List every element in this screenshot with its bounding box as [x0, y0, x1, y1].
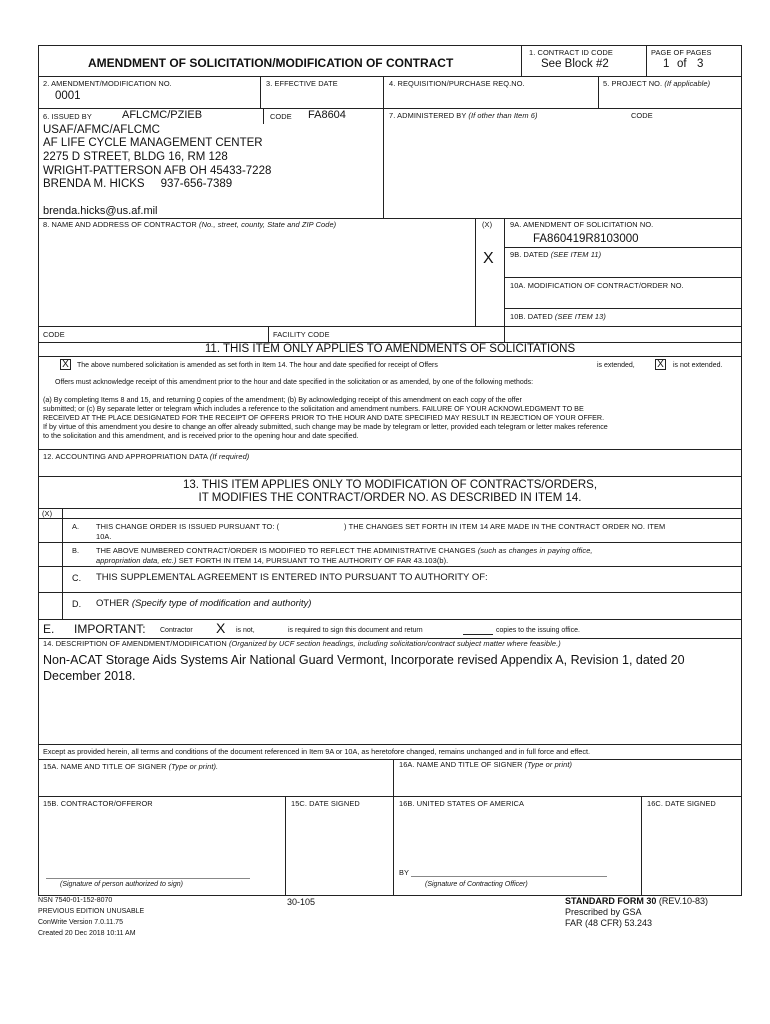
- signer-16a-text: 16A. NAME AND TITLE OF SIGNER: [399, 760, 523, 769]
- contractor-offeror-label: 15B. CONTRACTOR/OFFEROR: [43, 799, 153, 808]
- rule: [38, 796, 742, 797]
- except-clause: Except as provided herein, all terms and conditions of the document referenced in Item 9A or 10A, as heretofore changed, remains unchanged and in full force and effect.: [43, 747, 591, 756]
- rule: [260, 76, 261, 108]
- page-label: PAGE OF PAGES: [651, 48, 712, 57]
- contractor-label: [43, 220, 336, 229]
- item-11-checkbox[interactable]: X: [60, 359, 71, 370]
- admin-code-label: CODE: [631, 111, 653, 120]
- is-not-mark[interactable]: X: [216, 620, 226, 636]
- issuer-email: brenda.hicks@us.af.mil: [43, 205, 158, 217]
- dated-9b-label: [510, 250, 601, 259]
- rule: [38, 566, 742, 567]
- para1-text: (a) By completing Items 8 and 15, and returning: [43, 395, 195, 404]
- signer-15a-label: [43, 762, 218, 771]
- item-13-x-header: (X): [42, 509, 53, 518]
- dated-10b-label: [510, 312, 606, 321]
- date-signed-16c-label: 16C. DATE SIGNED: [647, 799, 716, 808]
- rule: [38, 518, 742, 519]
- dated-9b-note: (SEE ITEM 11): [550, 250, 602, 259]
- officer-signature-caption: (Signature of Contracting Officer): [425, 881, 528, 888]
- para5-text: to the solicitation and this amendment, and is received prior to the opening hour and date specified.: [43, 431, 359, 440]
- by-label: BY: [399, 868, 410, 877]
- issuer-contact: BRENDA M. HICKS 937-656-7389: [43, 178, 233, 190]
- rule: [38, 326, 742, 327]
- option-b-note2: appropriation data, etc.): [96, 556, 177, 565]
- rule: [285, 796, 286, 896]
- description-text: Non-ACAT Storage Aids Systems Air National Guard Vermont, Incorporate revised Appendix A, Revision 1, dated 20 December 2018.: [43, 653, 685, 683]
- amendment-no-value: 0001: [55, 90, 81, 102]
- rule: [646, 45, 647, 76]
- item-11-paragraph: [43, 395, 741, 440]
- rule: [38, 76, 742, 77]
- signer-16a-label: [399, 760, 572, 769]
- is-not-label: is not,: [236, 627, 255, 634]
- para1b-text: copies of the amendment; (b) By acknowledging receipt of this amendment on each copy of the offer: [202, 395, 522, 404]
- accounting-label-text: 12. ACCOUNTING AND APPROPRIATION DATA: [43, 452, 208, 461]
- previous-edition: PREVIOUS EDITION UNUSABLE: [38, 908, 145, 915]
- copies-blank: [463, 634, 493, 635]
- rule: [268, 326, 269, 342]
- item-11-line2: Offers must acknowledge receipt of this amendment prior to the hour and date specified in the solicitation or as amended, by one of the following methods:: [55, 379, 534, 386]
- rule: [475, 218, 476, 326]
- united-states-label: 16B. UNITED STATES OF AMERICA: [399, 799, 525, 808]
- option-c-letter: C.: [72, 573, 82, 583]
- important-e-letter: E.: [43, 622, 55, 636]
- far-reference: FAR (48 CFR) 53.243: [565, 918, 653, 928]
- item-11-title: 11. THIS ITEM ONLY APPLIES TO AMENDMENTS OF SOLICITATIONS: [204, 343, 576, 355]
- rule: [38, 759, 742, 760]
- accounting-label: [43, 452, 249, 461]
- date-signed-15c-label: 15C. DATE SIGNED: [291, 799, 360, 808]
- option-b-line2: [96, 556, 448, 565]
- issuer-address-line: AF LIFE CYCLE MANAGEMENT CENTER: [43, 137, 263, 149]
- item-13-title-line2: IT MODIFIES THE CONTRACT/ORDER NO. AS DESCRIBED IN ITEM 14.: [198, 492, 582, 504]
- project-no-label: [603, 79, 710, 88]
- rule: [504, 308, 742, 309]
- issuer-address-line: 2275 D STREET, BLDG 16, RM 128: [43, 151, 228, 163]
- contract-id-value: See Block #2: [541, 58, 609, 70]
- project-no-note: (If applicable): [664, 79, 711, 88]
- description-label-text: 14. DESCRIPTION OF AMENDMENT/MODIFICATION: [43, 639, 227, 648]
- copies-count: 0: [196, 395, 201, 404]
- solicitation-amendment-label: 9A. AMENDMENT OF SOLICITATION NO.: [510, 220, 654, 229]
- option-b-note1: (such as changes in paying office,: [477, 546, 593, 555]
- administered-by-text: 7. ADMINISTERED BY: [389, 111, 467, 120]
- rule: [38, 356, 742, 357]
- contractor-signature-caption: (Signature of person authorized to sign): [60, 881, 183, 888]
- not-extended-label: is not extended.: [673, 362, 723, 369]
- rule: [38, 744, 742, 745]
- effective-date-label: 3. EFFECTIVE DATE: [266, 79, 338, 88]
- solicitation-amendment-value: FA860419R8103000: [533, 233, 639, 245]
- rule: [504, 247, 742, 248]
- signer-15a-note: (Type or print).: [168, 762, 219, 771]
- description-note: (Organized by UCF section headings, including solicitation/contract subject matter where feasible.): [228, 639, 561, 648]
- dated-10b-note: (SEE ITEM 13): [554, 312, 606, 321]
- rule: [38, 619, 742, 620]
- contractor-code-label: CODE: [43, 330, 65, 339]
- issuer-address-line: WRIGHT-PATTERSON AFB OH 45433-7228: [43, 165, 272, 177]
- option-b-text1: THE ABOVE NUMBERED CONTRACT/ORDER IS MODIFIED TO REFLECT THE ADMINISTRATIVE CHANGES: [96, 546, 476, 555]
- x-column-header: (X): [482, 220, 493, 229]
- created-date: Created 20 Dec 2018 10:11 AM: [38, 930, 136, 937]
- option-d-letter: D.: [72, 599, 82, 609]
- contract-id-label: 1. CONTRACT ID CODE: [529, 48, 613, 57]
- form-title: AMENDMENT OF SOLICITATION/MODIFICATION OF CONTRACT: [88, 56, 454, 70]
- rule: [62, 508, 63, 619]
- para4-text: If by virtue of this amendment you desire to change an offer already submitted, such change may be made by telegram or letter, provided each telegram or letter makes reference: [43, 422, 608, 431]
- item-13-title-line1: 13. THIS ITEM APPLIES ONLY TO MODIFICATION OF CONTRACTS/ORDERS,: [182, 479, 598, 491]
- description-label: [43, 639, 561, 648]
- page-total: 3: [697, 58, 704, 70]
- rule: [38, 508, 742, 509]
- option-b-letter: B.: [72, 546, 80, 555]
- accounting-note: (If required): [209, 452, 250, 461]
- rule: [521, 45, 522, 76]
- signer-16a-note: (Type or print): [524, 760, 573, 769]
- not-extended-checkbox[interactable]: X: [655, 359, 666, 370]
- rule: [598, 76, 599, 108]
- page-current: 1: [663, 58, 670, 70]
- standard-form-name: STANDARD FORM 30: [565, 896, 657, 906]
- issuer-code-label: CODE: [270, 112, 292, 121]
- option-a-text3: 10A.: [96, 532, 112, 541]
- nsn-number: NSN 7540-01-152-8070: [38, 897, 113, 904]
- is-extended-label: is extended,: [597, 362, 635, 369]
- is-required-label: is required to sign this document and return: [288, 627, 423, 634]
- standard-form-line: [565, 896, 708, 906]
- issuer-address-line: USAF/AFMC/AFLCMC: [43, 124, 160, 136]
- rule: [38, 542, 742, 543]
- conwrite-version: ConWrite Version 7.0.11.75: [38, 919, 123, 926]
- option-a-text2: ) THE CHANGES SET FORTH IN ITEM 14 ARE MADE IN THE CONTRACT ORDER NO. ITEM: [344, 522, 666, 531]
- issued-by-label: 6. ISSUED BY: [43, 112, 92, 121]
- para3-text: RECEIVED AT THE PLACE DESIGNATED FOR THE RECEIPT OF OFFERS PRIOR TO THE HOUR AND DATE SPECIFIED MAY RESULT IN REJECTION OF YOUR OFFER.: [43, 413, 605, 422]
- facility-code-label: FACILITY CODE: [273, 330, 330, 339]
- amendment-no-label: 2. AMENDMENT/MODIFICATION NO.: [43, 79, 172, 88]
- para2-text: submitted; or (c) By separate letter or telegram which includes a reference to the solicitation and amendment numbers. FAILURE OF YOUR ACKNOWLEDGMENT TO BE: [43, 404, 584, 413]
- administered-by-label: [389, 111, 538, 120]
- contractor-label-text: 8. NAME AND ADDRESS OF CONTRACTOR: [43, 220, 197, 229]
- rule: [38, 449, 742, 450]
- issuer-code-value: FA8604: [308, 109, 346, 121]
- copies-label: copies to the issuing office.: [496, 627, 580, 634]
- option-d-line: [96, 598, 311, 609]
- important-label: IMPORTANT:: [74, 622, 146, 636]
- item-9b-checkbox[interactable]: X: [483, 250, 494, 267]
- project-no-label-text: 5. PROJECT NO.: [603, 79, 663, 88]
- rule: [504, 277, 742, 278]
- option-b-text2: SET FORTH IN ITEM 14, PURSUANT TO THE AUTHORITY OF FAR 43.103(b).: [178, 556, 449, 565]
- rule: [393, 759, 394, 896]
- option-b-line1: [96, 546, 593, 555]
- rule: [383, 76, 384, 218]
- officer-signature-line[interactable]: [411, 876, 607, 877]
- option-a-letter: A.: [72, 522, 80, 531]
- issued-by-value: AFLCMC/PZIEB: [122, 109, 203, 121]
- contractor-word: Contractor: [160, 627, 193, 634]
- option-c-text: THIS SUPPLEMENTAL AGREEMENT IS ENTERED INTO PURSUANT TO AUTHORITY OF:: [96, 572, 488, 583]
- administered-by-note: (If other than Item 6): [468, 111, 538, 120]
- option-a-text: THIS CHANGE ORDER IS ISSUED PURSUANT TO: (: [96, 522, 280, 531]
- contractor-label-note: (No., street, county, State and ZIP Code): [199, 220, 337, 229]
- dated-10b-text: 10B. DATED: [510, 312, 553, 321]
- rule: [38, 218, 742, 219]
- rule: [641, 796, 642, 896]
- rule: [38, 476, 742, 477]
- item-11-line1: The above numbered solicitation is amended as set forth in Item 14. The hour and date specified for receipt of Offers: [77, 362, 438, 369]
- rule: [38, 592, 742, 593]
- option-d-note: (Specify type of modification and authority): [131, 598, 312, 609]
- standard-form-rev: (REV.10-83): [658, 896, 709, 906]
- dated-9b-text: 9B. DATED: [510, 250, 549, 259]
- page-of: of: [677, 58, 687, 70]
- rule: [263, 108, 264, 124]
- signer-15a-text: 15A. NAME AND TITLE OF SIGNER: [43, 762, 167, 771]
- contractor-signature-line[interactable]: [46, 878, 250, 879]
- modification-contract-label: 10A. MODIFICATION OF CONTRACT/ORDER NO.: [510, 281, 684, 290]
- form-code: 30-105: [287, 897, 316, 907]
- rule: [504, 218, 505, 342]
- option-d-text: OTHER: [96, 598, 130, 609]
- requisition-label: 4. REQUISITION/PURCHASE REQ.NO.: [389, 79, 525, 88]
- prescribed-by: Prescribed by GSA: [565, 907, 642, 917]
